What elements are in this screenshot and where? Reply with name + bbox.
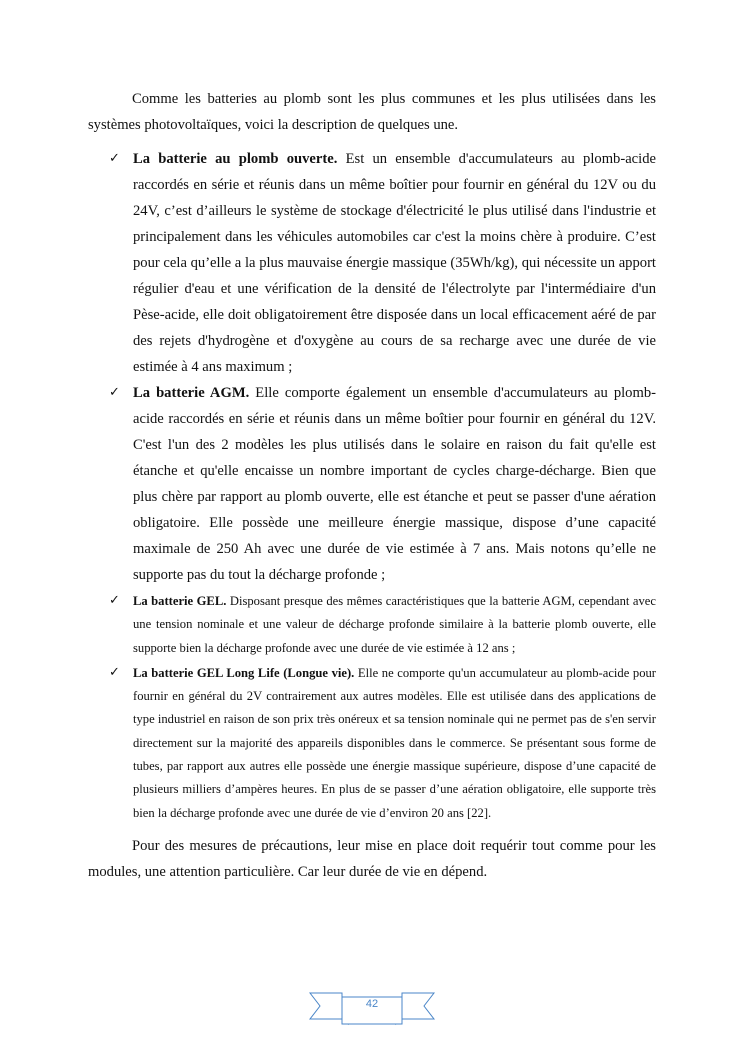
battery-list	[88, 146, 656, 825]
checkmark-icon: ✓	[109, 385, 120, 400]
item-text: Disposant presque des mêmes caractéristiques que la batterie AGM, cependant avec une tension nominale et une valeur de décharge profonde similaire à la batterie plomb ouverte, elle supporte bien la décharge profonde avec une durée de vie estimée à 12 ans ;	[133, 594, 656, 655]
item-title: La batterie GEL.	[133, 594, 227, 608]
item-title: La batterie AGM.	[133, 385, 250, 401]
item-text: Elle ne comporte qu'un accumulateur au plomb-acide pour fournir en général du 2V contrairement aux autres modèles. Elle est utilisée dans des applications de type industriel en raison de son prix très onéreux et sa tension nominale qui ne permet pas de s'en servir directement sur la majorité des appareils disponibles dans le commerce. Se présentant sous forme de tubes, par rapport aux autres elle possède une énergie massique supérieure, dispose d’une capacité de plusieurs milliers d’ampères heures. En plus de se passer d’une aération obligatoire, elle supporte très bien la décharge profonde avec une durée de vie d’environ 20 ans [22].	[133, 665, 656, 820]
checkmark-icon: ✓	[109, 593, 120, 608]
conclusion-paragraph: Pour des mesures de précautions, leur mise en place doit requérir tout comme pour les modules, une attention particulière. Car leur durée de vie en dépend.	[88, 837, 656, 880]
item-title: La batterie GEL Long Life (Longue vie).	[133, 665, 355, 680]
page-body	[88, 86, 656, 885]
checkmark-icon: ✓	[109, 664, 120, 680]
item-title: La batterie au plomb ouverte.	[133, 151, 338, 167]
list-item-plomb-ouverte	[88, 146, 656, 380]
item-text: Est un ensemble d'accumulateurs au plomb-acide raccordés en série et réunis dans un même boîtier pour fournir en général du 12V ou du 24V, c’est d’ailleurs le système de stockage d'électricité le plus utilisé dans l'industrie et principalement dans les véhicules automobiles car c'est la moins chère à produire. C’est pour cela qu’elle a la plus mauvaise énergie massique (35Wh/kg), qui nécessite un apport régulier d'eau et une vérification de la densité de l'électrolyte par l'intermédiaire d'un Pèse-acide, elle doit obligatoirement être disposée dans un local efficacement aéré de par des rejets d'hydrogène et d'oxygène au cours de sa recharge avec une durée de vie estimée à 4 ans maximum ;	[133, 151, 656, 375]
page-footer	[308, 989, 436, 1027]
item-text: Elle comporte également un ensemble d'accumulateurs au plomb-acide raccordés en série et réunis dans un même boîtier pour fournir en général du 12V. C'est l'un des 2 modèles les plus utilisés dans le solaire en raison du fait qu'elle est étanche et qu'elle encaisse un nombre important de cycles charge-décharge. Bien que plus chère par rapport au plomb ouverte, elle est étanche et peut se passer d'une aération obligatoire. Elle possède une meilleure énergie massique, dispose d’une capacité maximale de 250 Ah avec une durée de vie estimée à 7 ans. Mais notons qu’elle ne supporte pas du tout la décharge profonde ;	[133, 385, 656, 583]
page-number: 42	[365, 998, 379, 1010]
list-item-gel-long-life	[88, 662, 656, 825]
list-item-agm	[88, 380, 656, 588]
list-item-gel	[88, 590, 656, 660]
checkmark-icon: ✓	[109, 151, 120, 166]
intro-paragraph: Comme les batteries au plomb sont les plus communes et les plus utilisées dans les systèmes photovoltaïques, voici la description de quelques une.	[88, 91, 656, 133]
